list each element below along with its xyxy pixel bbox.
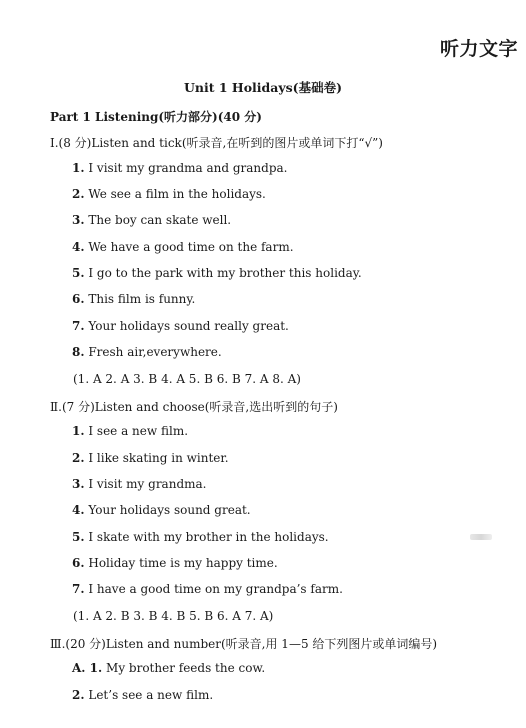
item-text: I visit my grandma. (88, 477, 207, 491)
item-text: I like skating in winter. (88, 451, 229, 465)
item-number: 2. (72, 688, 85, 702)
item-number: 5. (72, 266, 85, 280)
item-text: I see a new film. (88, 424, 189, 438)
item-text: This film is funny. (88, 292, 196, 306)
list-item (72, 556, 278, 570)
answer-key: (1. A 2. A 3. B 4. A 5. B 6. B 7. A 8. A) (73, 372, 301, 386)
item-number: 4. (72, 503, 85, 517)
item-text: I go to the park with my brother this holiday. (88, 266, 362, 280)
item-number: 5. (72, 530, 85, 544)
item-text: I visit my grandma and grandpa. (88, 161, 288, 175)
item-text: Fresh air,everywhere. (88, 345, 222, 359)
list-item (72, 187, 266, 201)
list-item (72, 345, 222, 359)
item-text: Holiday time is my happy time. (88, 556, 278, 570)
list-item (72, 661, 265, 675)
item-number: A. 1. (72, 661, 103, 675)
item-number: 2. (72, 187, 85, 201)
item-number: 7. (72, 319, 85, 333)
item-text: We see a film in the holidays. (88, 187, 266, 201)
list-item (72, 292, 195, 306)
list-item (72, 240, 294, 254)
item-number: 7. (72, 582, 85, 596)
list-item (72, 424, 188, 438)
list-item (72, 319, 289, 333)
list-item (72, 451, 229, 465)
section-1-heading: Ⅰ.(8 分)Listen and tick(听录音,在听到的图片或单词下打“√”) (50, 136, 383, 150)
item-text: Let’s see a new film. (88, 688, 214, 702)
list-item (72, 582, 343, 596)
unit-title: Unit 1 Holidays(基础卷) (183, 80, 343, 95)
page-corner-title: 听力文字 (440, 38, 519, 60)
list-item (72, 213, 231, 227)
list-item (72, 266, 362, 280)
scan-smudge (470, 534, 492, 540)
list-item (72, 503, 251, 517)
item-number: 2. (72, 451, 85, 465)
item-text: I have a good time on my grandpa’s farm. (88, 582, 343, 596)
item-number: 3. (72, 213, 85, 227)
item-number: 6. (72, 292, 85, 306)
item-text: The boy can skate well. (88, 213, 232, 227)
item-text: We have a good time on the farm. (88, 240, 294, 254)
item-number: 3. (72, 477, 85, 491)
item-number: 4. (72, 240, 85, 254)
section-2-heading: Ⅱ.(7 分)Listen and choose(听录音,选出听到的句子) (50, 400, 338, 414)
item-text: Your holidays sound great. (88, 503, 251, 517)
section-3-heading: Ⅲ.(20 分)Listen and number(听录音,用 1—5 给下列图片或单词编号) (50, 637, 438, 651)
item-text: Your holidays sound really great. (88, 319, 289, 333)
item-number: 1. (72, 424, 85, 438)
item-text: I skate with my brother in the holidays. (88, 530, 329, 544)
answer-key: (1. A 2. B 3. B 4. B 5. B 6. A 7. A) (73, 609, 274, 623)
item-text: My brother feeds the cow. (106, 661, 266, 675)
list-item (72, 530, 329, 544)
part-heading: Part 1 Listening(听力部分)(40 分) (50, 110, 262, 124)
item-number: 1. (72, 161, 85, 175)
item-number: 8. (72, 345, 85, 359)
list-item (72, 477, 206, 491)
list-item (72, 161, 287, 175)
list-item (72, 688, 213, 702)
item-number: 6. (72, 556, 85, 570)
